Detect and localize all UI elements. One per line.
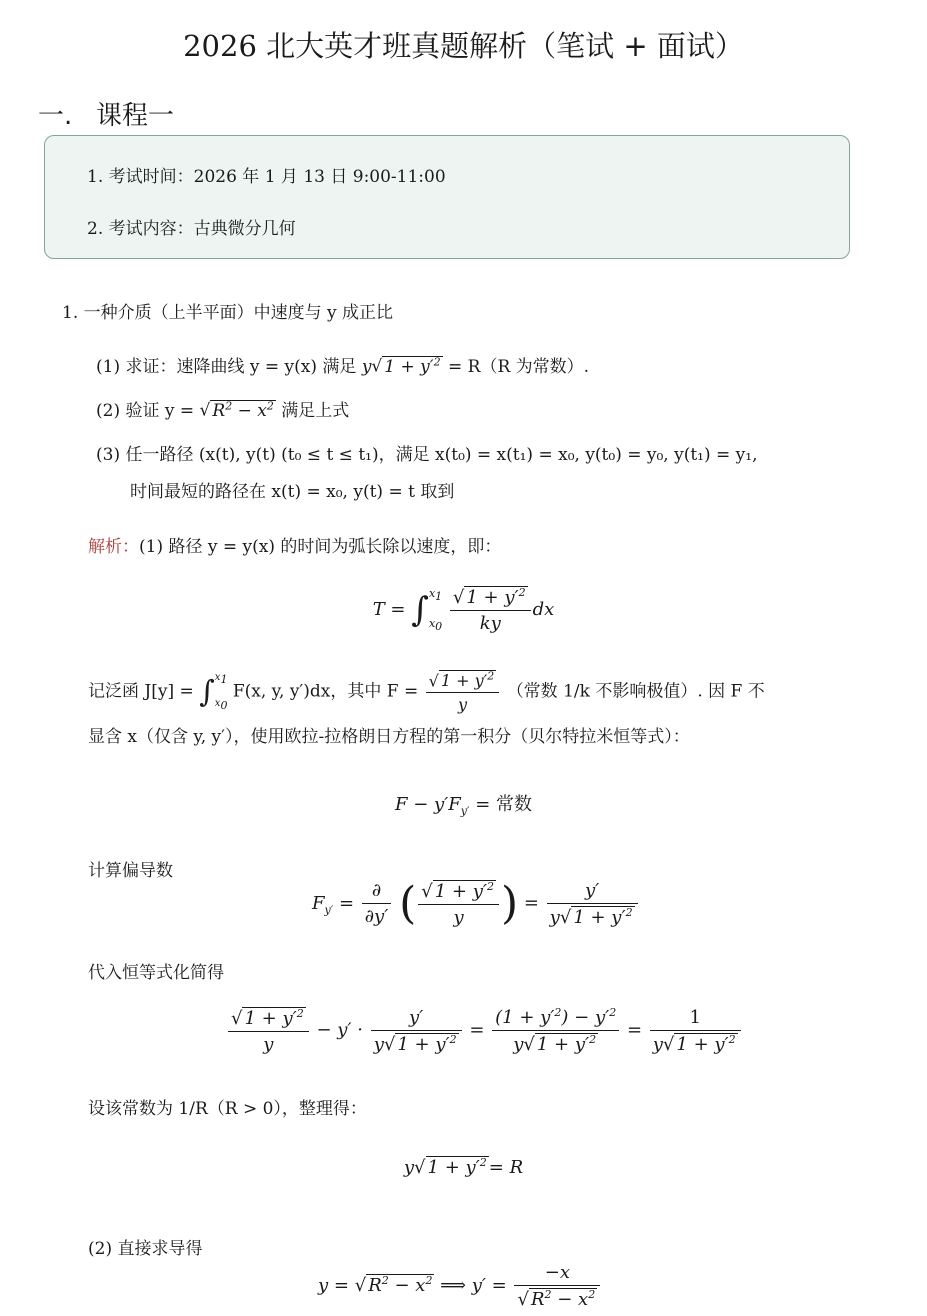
functional-suffix: （常数 1/k 不影响极值）. 因 F 不: [506, 681, 765, 702]
exam-content-item: [87, 214, 296, 239]
solution-intro-text: (1) 路径 y = y(x) 的时间为弧长除以速度，即：: [139, 537, 502, 557]
section-heading: [38, 95, 174, 132]
title-text: 北大英才班真题解析（笔试 + 面试）: [266, 29, 744, 63]
problem-stem: 1. 一种介质（上半平面）中速度与 y 成正比: [62, 303, 394, 323]
solution-label: 解析：: [88, 537, 139, 557]
section-label: 课程一: [96, 101, 175, 131]
exam-time-value: 2026 年 1 月 13 日 9:00-11:00: [193, 167, 446, 187]
exam-content-label: 2. 考试内容：: [87, 219, 194, 239]
problem-part-3-line1: (3) 任一路径 (x(t), y(t) (t₀ ≤ t ≤ t₁)，满足 x(t₀) = x(t₁) = x₀, y(t₀) = y₀, y(t₁) = y₁,: [96, 445, 758, 465]
constant-line: 设该常数为 1/R（R > 0），整理得：: [88, 1099, 367, 1119]
functional-line: 记泛函 J[y] = ∫ $x_1$ $x_0$ F(x, y, y′)dx，其中 F = $\frac{√ 1 + y'^2}{y}$ （常数 1/k 不影响极值）. 因 F 不: [88, 670, 765, 715]
part1-formula: y√ $1 + y'^2$: [361, 355, 441, 377]
part2-prefix: (2) 验证 y =: [96, 401, 195, 421]
partial-derivative-label: 计算偏导数: [88, 861, 173, 881]
functional-prefix: 记泛函 J[y] =: [88, 681, 194, 702]
part1-prefix: (1) 求证：速降曲线 y = y(x) 满足: [96, 357, 357, 377]
problem-part-3-line2: 时间最短的路径在 x(t) = x₀, y(t) = t 取到: [130, 482, 455, 502]
result-equation: y√ $1 + y'^2 = R$: [403, 1156, 524, 1178]
part2-suffix: 满足上式: [281, 401, 350, 421]
exam-time-label: 1. 考试时间：: [87, 167, 194, 187]
simplification-equation: $\frac{√ 1 + y'^2}{y}$ − y′ · $\frac{y'}{y√ 1 + y'^2}$ = $\frac{(1 + y'^2) - y'^2}{y√ 1 + y'^2}$ = $\frac{1}{y√ 1 + y'^2}$: [226, 1006, 743, 1055]
section-number: 一.: [38, 101, 73, 131]
exam-info-box: [44, 135, 850, 259]
problem-part-1: [96, 352, 589, 377]
partial-derivative-equation: $F_{y'}$ = $\frac{\partial}{\partial y'}$ ( $\frac{√ 1 + y'^2}{y}$ ) = $\frac{y'}{y√ 1 + y'^2}$: [312, 878, 640, 929]
page-title: [0, 24, 927, 65]
beltrami-identity: $F - y'F_{y'}$ = 常数: [394, 794, 532, 818]
substitute-label: 代入恒等式化简得: [88, 963, 224, 983]
exam-content-value: 古典微分几何: [193, 219, 296, 239]
part1-suffix: = R（R 为常数）.: [448, 357, 590, 377]
functional-mid: F(x, y, y′)dx，其中 F =: [232, 681, 419, 702]
part2-derivative-label: (2) 直接求导得: [88, 1239, 203, 1259]
beltrami-intro-line: 显含 x（仅含 y, y′），使用欧拉-拉格朗日方程的第一积分（贝尔特拉米恒等式）：: [88, 727, 690, 747]
time-integral-equation: T = ∫ $x_1$ $x_0$ $\frac{√ 1 + y'^2}{ky}$ dx: [372, 586, 555, 634]
exam-time-item: [87, 162, 446, 187]
title-year: 2026: [183, 29, 257, 63]
problem-part-2: [96, 396, 349, 421]
part2-derivative-equation: y = √ $R^2 - x^2$ ⟹ y′ = $\frac{-x}{√ R^2 - x^2}$: [318, 1262, 602, 1310]
solution-intro: [88, 532, 501, 557]
part2-formula: √ $R^2 - x^2$: [199, 399, 274, 421]
